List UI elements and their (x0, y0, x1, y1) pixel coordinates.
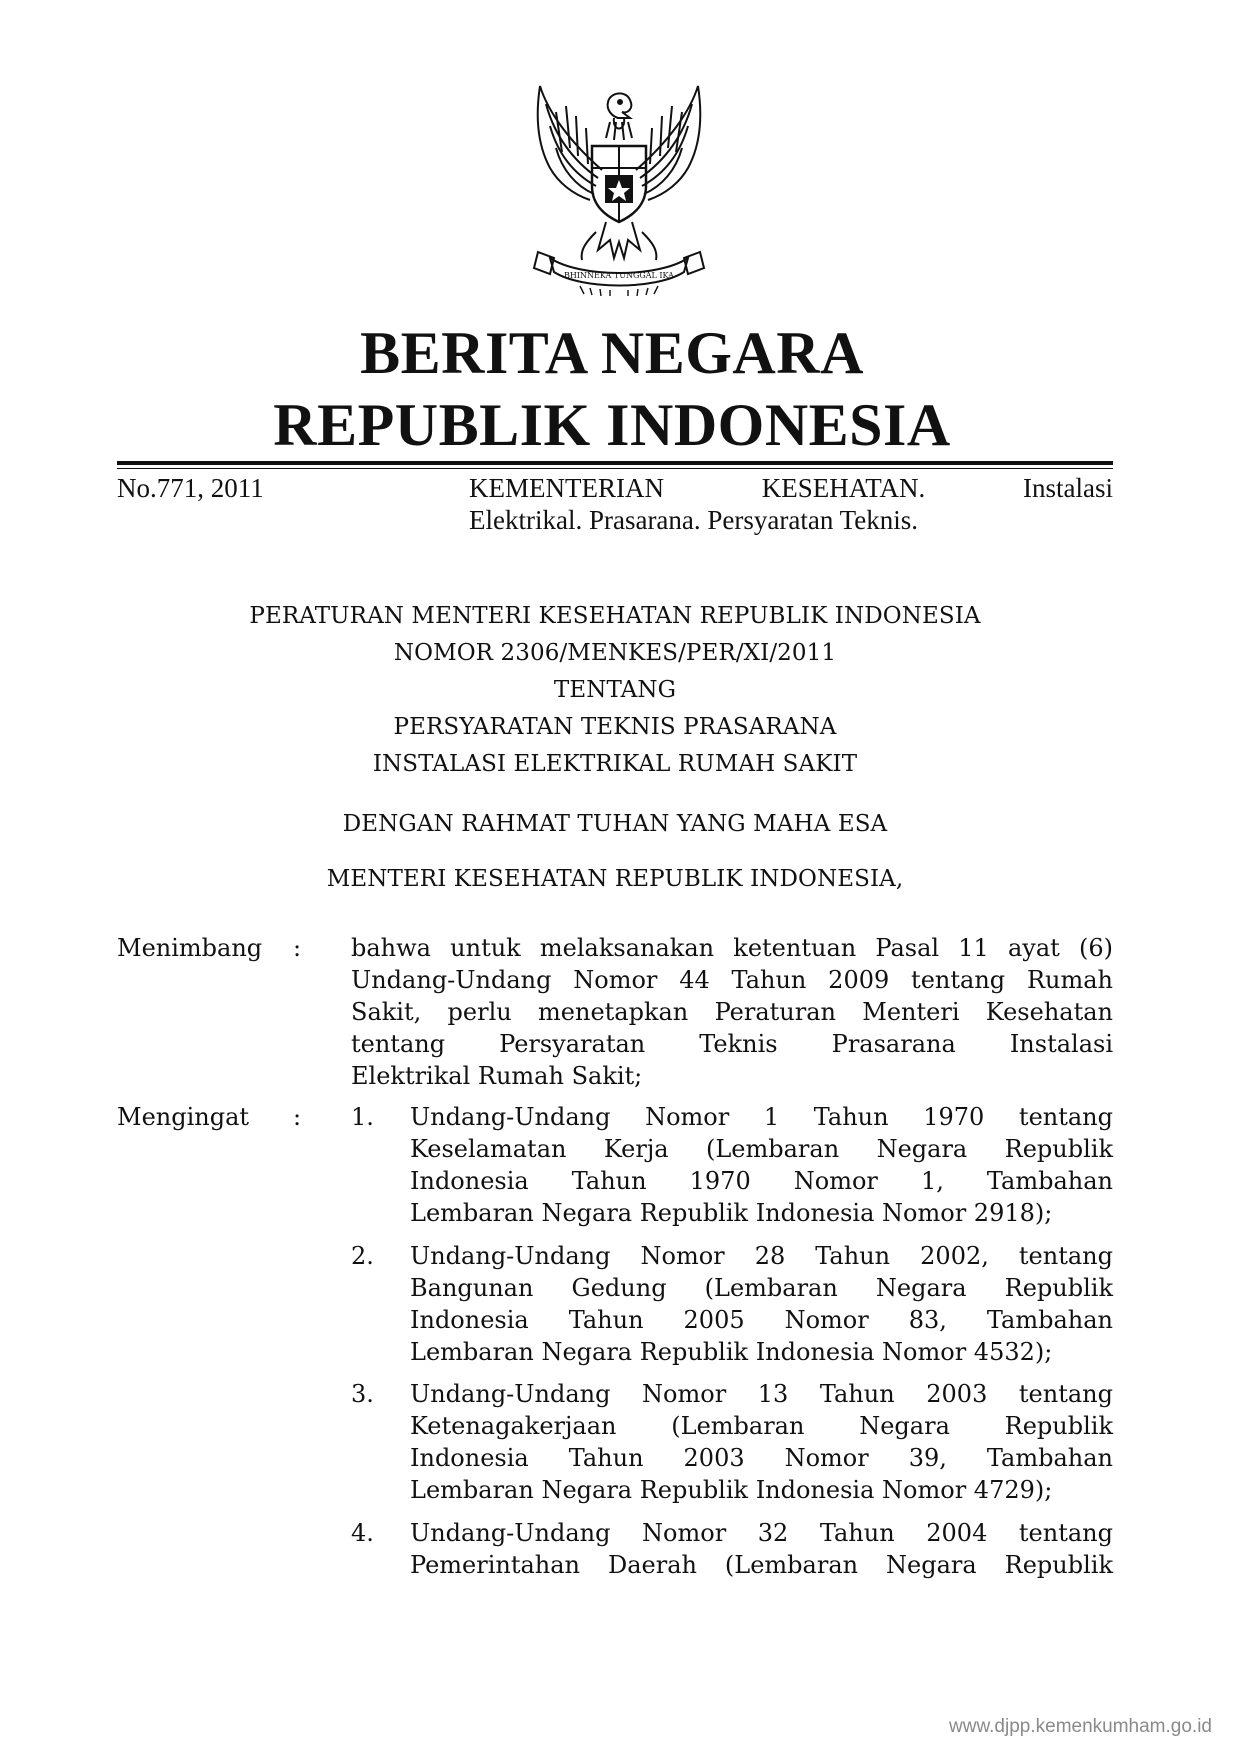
mengingat-colon: : (293, 1103, 302, 1131)
masthead-divider (117, 461, 1113, 465)
menimbang-line: Sakit, perlu menetapkan Peraturan Menteri Kesehatan (351, 998, 1113, 1026)
mengingat-item-number: 4. (351, 1519, 374, 1547)
menimbang-colon: : (293, 934, 302, 962)
grace-invocation: DENGAN RAHMAT TUHAN YANG MAHA ESA (342, 811, 888, 837)
mengingat-line: Undang-Undang Nomor 13 Tahun 2003 tentang (410, 1380, 1113, 1408)
mengingat-item-number: 3. (351, 1380, 374, 1408)
regulation-title (0, 598, 1230, 783)
mengingat-label: Mengingat (117, 1103, 250, 1131)
masthead-divider-thin (117, 468, 1113, 469)
mengingat-line: Indonesia Tahun 2005 Nomor 83, Tambahan (410, 1306, 1113, 1334)
mengingat-line: Lembaran Negara Republik Indonesia Nomor 2918); (410, 1199, 1053, 1227)
mengingat-item-2 (410, 1240, 1113, 1368)
mengingat-line: Undang-Undang Nomor 1 Tahun 1970 tentang (410, 1103, 1113, 1131)
source-url: www.djpp.kemenkumham.go.id (949, 1716, 1212, 1737)
regulation-title-line: PERSYARATAN TEKNIS PRASARANA (393, 714, 837, 740)
menimbang-line: Undang-Undang Nomor 44 Tahun 2009 tentang Rumah (351, 966, 1113, 994)
mengingat-line: Pemerintahan Daerah (Lembaran Negara Republik (410, 1551, 1113, 1579)
gazette-subject (469, 472, 1113, 536)
menimbang-line: bahwa untuk melaksanakan ketentuan Pasal 11 ayat (6) (351, 934, 1113, 962)
mengingat-line: Lembaran Negara Republik Indonesia Nomor 4729); (410, 1476, 1053, 1504)
mengingat-item-number: 2. (351, 1242, 374, 1270)
regulation-title-line: NOMOR 2306/MENKES/PER/XI/2011 (393, 640, 837, 666)
mengingat-line: Keselamatan Kerja (Lembaran Negara Republik (410, 1135, 1113, 1163)
menimbang-text (351, 932, 1113, 1092)
mengingat-line: Indonesia Tahun 2003 Nomor 39, Tambahan (410, 1444, 1113, 1472)
garuda-pancasila-emblem (510, 82, 728, 296)
mengingat-line: Indonesia Tahun 1970 Nomor 1, Tambahan (410, 1167, 1113, 1195)
regulation-title-line: INSTALASI ELEKTRIKAL RUMAH SAKIT (372, 751, 858, 777)
masthead-title-line2: REPUBLIK INDONESIA (273, 392, 951, 458)
mengingat-line: Undang-Undang Nomor 32 Tahun 2004 tentang (410, 1519, 1113, 1547)
mengingat-line: Undang-Undang Nomor 28 Tahun 2002, tentang (410, 1242, 1113, 1270)
gazette-subject-line: Elektrikal. Prasarana. Persyaratan Teknis. (469, 505, 918, 535)
mengingat-line: Bangunan Gedung (Lembaran Negara Republik (410, 1274, 1113, 1302)
mengingat-line: Lembaran Negara Republik Indonesia Nomor 4532); (410, 1338, 1053, 1366)
gazette-number: No.771, 2011 (117, 473, 264, 503)
mengingat-item-1 (410, 1101, 1113, 1229)
gazette-subject-line: KEMENTERIAN KESEHATAN. Instalasi (469, 473, 1113, 503)
mengingat-item-4 (410, 1517, 1113, 1581)
mengingat-line: Ketenagakerjaan (Lembaran Negara Republik (410, 1412, 1113, 1440)
menimbang-label: Menimbang (117, 934, 263, 962)
minister-heading: MENTERI KESEHATAN REPUBLIK INDONESIA, (326, 866, 904, 892)
menimbang-line: tentang Persyaratan Teknis Prasarana Instalasi (351, 1030, 1113, 1058)
regulation-title-line: PERATURAN MENTERI KESEHATAN REPUBLIK INDONESIA (249, 603, 981, 629)
svg-text:BHINNEKA TUNGGAL IKA: BHINNEKA TUNGGAL IKA (564, 271, 674, 280)
menimbang-line: Elektrikal Rumah Sakit; (351, 1062, 643, 1090)
mengingat-item-3 (410, 1378, 1113, 1506)
mengingat-item-number: 1. (351, 1103, 374, 1131)
regulation-title-line: TENTANG (553, 677, 677, 703)
masthead-title-line1: BERITA NEGARA (360, 320, 864, 386)
